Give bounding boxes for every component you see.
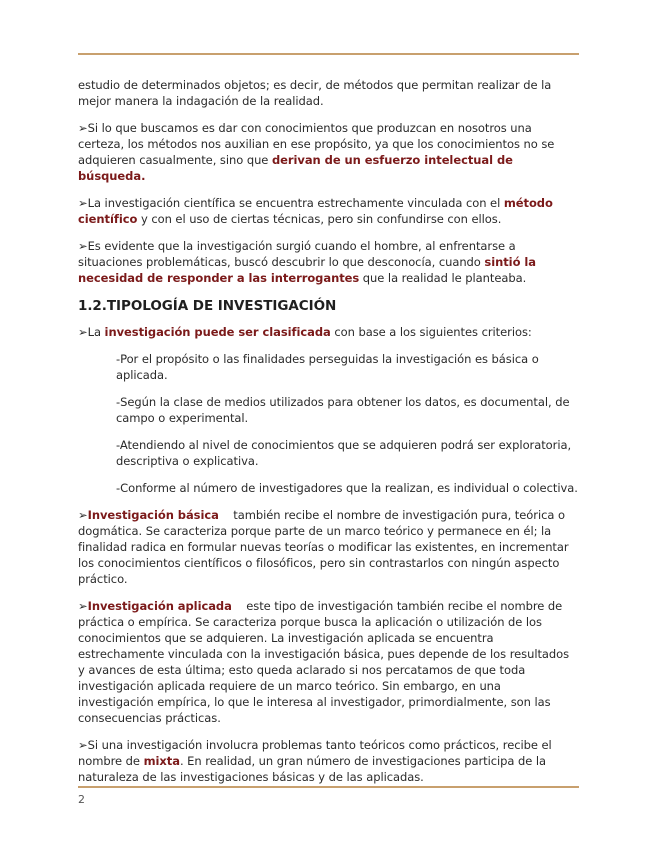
paragraph-intro: estudio de determinados objetos; es decir, de métodos que permitan realizar de la mejor manera la indagación de la realidad. [78,78,552,108]
paragraph-basica: ➢Investigación básica también recibe el nombre de investigación pura, teórica o dogmática. Se caracteriza porque parte de un marco teórico y permanece en él; la finalidad radica en formular nuevas teorías o modificar las existentes, en incrementar los conocimientos científicos o filosóficos, pero sin contrastarlos con ningún aspecto práctico. [78,508,573,586]
highlight-aplicada: Investigación aplicada [87,599,232,613]
section-heading: 1.2.TIPOLOGÍA DE INVESTIGACIÓN [78,298,337,314]
highlight-metodo: método científico [78,196,553,226]
page-number: 2 [78,793,85,806]
paragraph-origen: ➢Es evidente que la investigación surgió cuando el hombre, al enfrentarse a situaciones problemáticas, buscó descubrir lo que desconocía, cuando sintió la necesidad de responder a las interrogantes que la realidad le planteaba. [78,239,536,285]
criterion-item: -Por el propósito o las finalidades perseguidas la investigación es básica o aplicada. [116,352,539,382]
highlight-necesidad: sintió la necesidad de responder a las interrogantes [78,255,536,285]
highlight-esfuerzo: derivan de un esfuerzo intelectual de búsqueda. [78,153,513,183]
paragraph-aplicada: ➢Investigación aplicada este tipo de investigación también recibe el nombre de práctica o empírica. Se caracteriza porque busca la aplicación o utilización de los conocimientos que se adquieren. La investigación aplicada se encuentra estrechamente vinculada con la investigación básica, pues depende de los resultados y avances de esta última; esto queda aclarado si nos percatamos de que toda investigación aplicada requiere de un marco teórico. Sin embargo, en una investigación empírica, lo que le interesa al investigador, primordialmente, son las consecuencias prácticas. [78,599,573,725]
criterion-item: -Atendiendo al nivel de conocimientos que se adquieren podrá ser exploratoria, descriptiva o explicativa. [116,438,572,468]
page-body [78,77,578,796]
header-rule [78,53,579,55]
paragraph-metodo: ➢La investigación científica se encuentra estrechamente vinculada con el método científico y con el uso de ciertas técnicas, pero sin confundirse con ellos. [78,196,553,226]
highlight-basica: Investigación básica [87,508,219,522]
paragraph-mixta: ➢Si una investigación involucra problemas tanto teóricos como prácticos, recibe el nombre de mixta. En realidad, un gran número de investigaciones participa de la naturaleza de las investigaciones básicas y de las aplicadas. [78,738,552,784]
paragraph-certeza: ➢Si lo que buscamos es dar con conocimientos que produzcan en nosotros una certeza, los métodos nos auxilian en ese propósito, ya que los conocimientos no se adquieren casualmente, sino que derivan de un esfuerzo intelectual de búsqueda. [78,121,555,183]
footer-rule [78,786,579,788]
criterion-item: -Según la clase de medios utilizados para obtener los datos, es documental, de campo o experimental. [116,395,570,425]
criterion-item: -Conforme al número de investigadores que la realizan, es individual o colectiva. [116,481,578,495]
paragraph-clasificacion: ➢La investigación puede ser clasificada con base a los siguientes criterios: [78,325,532,339]
highlight-mixta: mixta [143,754,180,768]
highlight-clasificada: investigación puede ser clasificada [104,325,331,339]
